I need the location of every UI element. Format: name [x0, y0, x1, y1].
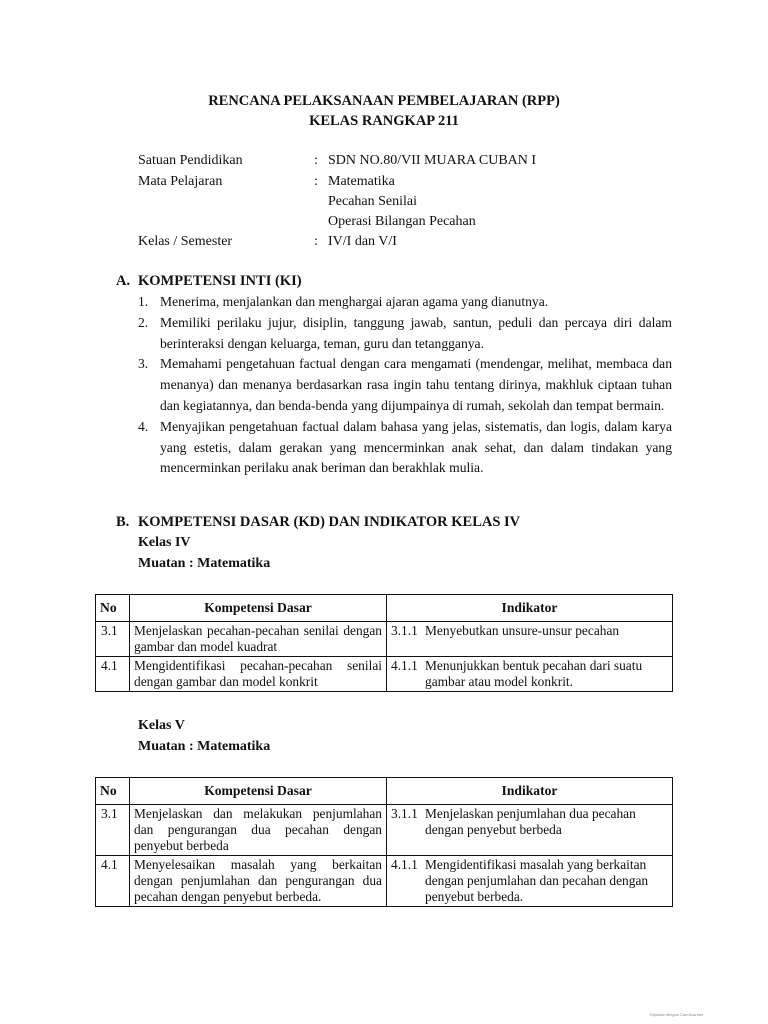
indikator-code: 4.1.1 [391, 857, 418, 872]
ki-text: Menerima, menjalankan dan menghargai ajaran agama yang dianutnya. [160, 294, 549, 309]
table-row [96, 856, 673, 907]
column-header-no: No [96, 778, 130, 805]
ki-number: 3. [138, 356, 149, 372]
kelas-iv-muatan: Muatan : Matematika [138, 556, 271, 571]
cell-indikator [387, 805, 673, 856]
info-value: Pecahan Senilai [328, 194, 418, 209]
cell-indikator [387, 657, 673, 692]
info-label: Satuan Pendidikan [138, 153, 243, 168]
kelas-v-label: Kelas V [138, 718, 185, 733]
ki-text: Menyajikan pengetahuan factual dalam bahasa yang jelas, sistematis, dan logis, dalam karya yang estetis, dalam gerakan yang mencerminkan anak sehat, dan dalam tindakan yang mencerminkan perilaku anak beriman dan berakhlak mulia. [160, 418, 672, 476]
info-value: Operasi Bilangan Pecahan [328, 214, 476, 229]
document-subtitle: KELAS RANGKAP 211 [309, 113, 459, 129]
column-header-indikator: Indikator [387, 595, 673, 622]
section-a-heading [116, 273, 676, 293]
table-row [96, 622, 673, 657]
info-value: SDN NO.80/VII MUARA CUBAN I [328, 153, 537, 168]
cell-kompetensi: Menyelesaikan masalah yang berkaitan dengan penjumlahan dan pengurangan dua pecahan dengan penyebut berbeda. [130, 856, 387, 907]
info-value: Matematika [328, 174, 395, 189]
cell-no: 4.1 [96, 657, 130, 692]
indikator-code: 3.1.1 [391, 623, 418, 638]
ki-text: Memiliki perilaku jujur, disiplin, tanggung jawab, santun, peduli dan percaya diri dalam berinteraksi dengan keluarga, teman, guru dan tetangganya. [160, 314, 672, 351]
column-header-kompetensi: Kompetensi Dasar [130, 595, 387, 622]
indikator-code: 4.1.1 [391, 658, 418, 673]
ki-item [138, 292, 672, 313]
column-header-kompetensi: Kompetensi Dasar [130, 778, 387, 805]
cell-indikator [387, 622, 673, 657]
cell-indikator [387, 856, 673, 907]
info-colon: : [314, 234, 318, 249]
kelas-v-muatan: Muatan : Matematika [138, 739, 271, 754]
document-title: RENCANA PELAKSANAAN PEMBELAJARAN (RPP) [208, 93, 560, 109]
ki-list [138, 292, 672, 479]
info-label: Mata Pelajaran [138, 174, 223, 189]
cell-no: 3.1 [96, 622, 130, 657]
cell-no: 4.1 [96, 856, 130, 907]
column-header-no: No [96, 595, 130, 622]
ki-number: 4. [138, 418, 149, 434]
ki-item [138, 417, 672, 479]
table-row [96, 805, 673, 856]
kd-table-kelas-v [95, 777, 673, 907]
indikator-text: Mengidentifikasi masalah yang berkaitan dengan penjumlahan dan pecahan dengan penyebut berbeda. [425, 857, 649, 904]
cell-kompetensi: Menjelaskan pecahan-pecahan senilai dengan gambar dan model kuadrat [130, 622, 387, 657]
kd-table-kelas-iv [95, 594, 673, 692]
ki-text: Memahami pengetahuan factual dengan cara mengamati (mendengar, melihat, membaca dan menanya) dan menanya berdasarkan rasa ingin tahu tentang dirinya, makhluk ciptaan tuhan dan kegiatannya, dan benda-benda yang dijumpainya di rumah, sekolah dan tempat bermain. [160, 356, 672, 413]
table-header-row [96, 778, 673, 805]
indikator-text: Menjelaskan penjumlahan dua pecahan dengan penyebut berbeda [425, 806, 636, 837]
info-label: Kelas / Semester [138, 234, 233, 249]
section-b-heading [116, 514, 676, 534]
scanner-watermark: Dipindai dengan CamScanner [650, 1012, 704, 1017]
cell-no: 3.1 [96, 805, 130, 856]
ki-item [138, 354, 672, 416]
kelas-iv-label: Kelas IV [138, 535, 191, 550]
info-value: IV/I dan V/I [328, 234, 397, 249]
indikator-text: Menyebutkan unsure-unsur pecahan [425, 623, 620, 638]
section-title: KOMPETENSI INTI (KI) [138, 273, 302, 289]
info-colon: : [314, 174, 318, 189]
cell-kompetensi: Mengidentifikasi pecahan-pecahan senilai dengan gambar dan model konkrit [130, 657, 387, 692]
info-colon: : [314, 153, 318, 168]
ki-number: 2. [138, 314, 149, 330]
section-letter: B. [116, 514, 130, 530]
table-row [96, 657, 673, 692]
cell-kompetensi: Menjelaskan dan melakukan penjumlahan dan pengurangan dua pecahan dengan penyebut berbeda [130, 805, 387, 856]
section-letter: A. [116, 273, 131, 289]
section-title: KOMPETENSI DASAR (KD) DAN INDIKATOR KELAS IV [138, 514, 521, 530]
indikator-text: Menunjukkan bentuk pecahan dari suatu gambar atau model konkrit. [425, 658, 643, 689]
ki-item [138, 313, 672, 355]
indikator-code: 3.1.1 [391, 806, 418, 821]
ki-number: 1. [138, 294, 149, 309]
column-header-indikator: Indikator [387, 778, 673, 805]
table-header-row [96, 595, 673, 622]
